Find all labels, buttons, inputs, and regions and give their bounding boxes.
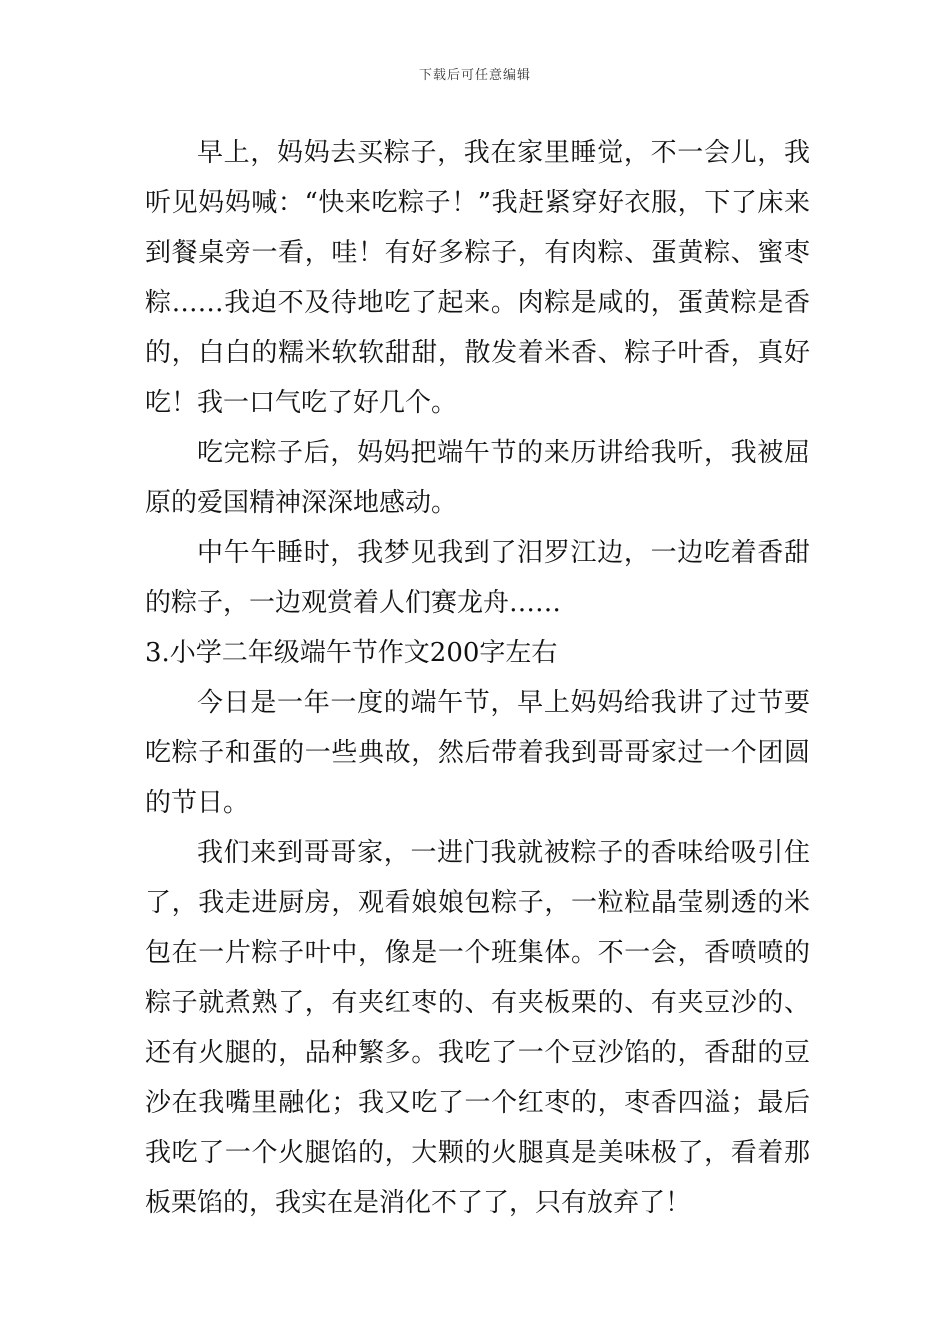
header-note: 下载后可任意编辑 [418,68,531,83]
section-heading-essay-3: 3.小学二年级端午节作文200字左右 [145,638,558,668]
paragraph-festival-origin: 吃完粽子后，妈妈把端午节的来历讲给我听，我被屈原的爱国精神深深地感动。 [145,438,810,518]
paragraph-morning-zongzi: 早上，妈妈去买粽子，我在家里睡觉，不一会儿，我听见妈妈喊：“快来吃粽子！”我赶紧穿好衣服，下了床来到餐桌旁一看，哇！有好多粽子，有肉粽、蛋黄粽、蜜枣粽……我迫不及待地吃了起来。肉粽是咸的，蛋黄粽是香的，白白的糯米软软甜甜，散发着米香、粽子叶香，真好吃！我一口气吃了好几个。 [145,138,810,418]
paragraph-noon-dream: 中午午睡时，我梦见我到了汨罗江边，一边吃着香甜的粽子，一边观赏着人们赛龙舟…… [145,538,810,618]
paragraph-brother-home: 我们来到哥哥家，一进门我就被粽子的香味给吸引住了，我走进厨房，观看娘娘包粽子，一粒粒晶莹剔透的米包在一片粽子叶中，像是一个班集体。不一会，香喷喷的粽子就煮熟了，有夹红枣的、有夹板栗的、有夹豆沙的、还有火腿的，品种繁多。我吃了一个豆沙馅的，香甜的豆沙在我嘴里融化；我又吃了一个红枣的，枣香四溢；最后我吃了一个火腿馅的，大颗的火腿真是美味极了，看着那板栗馅的，我实在是消化不了了，只有放弃了！ [145,838,810,1218]
document-body [145,128,810,1228]
paragraph-festival-day: 今日是一年一度的端午节，早上妈妈给我讲了过节要吃粽子和蛋的一些典故，然后带着我到哥哥家过一个团圆的节日。 [145,688,810,818]
